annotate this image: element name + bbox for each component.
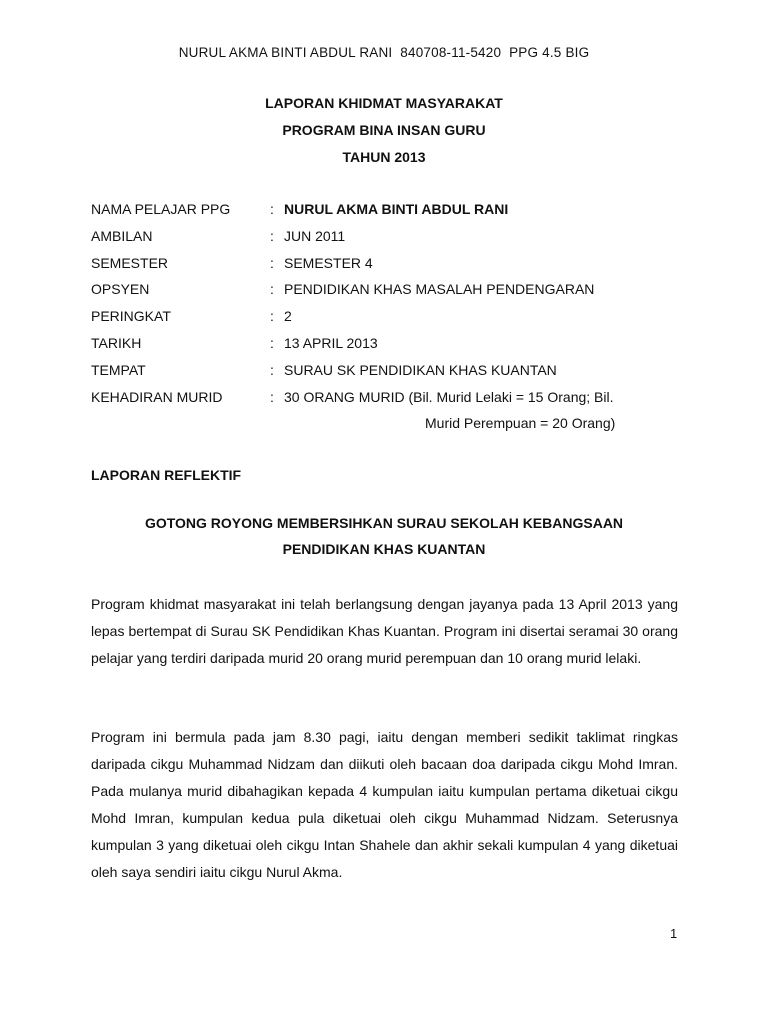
page-header: NURUL AKMA BINTI ABDUL RANI 840708-11-5420 PPG 4.5 BIG xyxy=(178,45,590,60)
info-row-opsyen xyxy=(91,279,691,306)
info-value: SURAU SK PENDIDIKAN KHAS KUANTAN xyxy=(284,361,557,378)
info-colon: : xyxy=(270,388,274,405)
paragraph-1: Program khidmat masyarakat ini telah berlangsung dengan jayanya pada 13 April 2013 yang lepas bertempat di Surau SK Pendidikan Khas Kuantan. Program ini disertai seramai 30 orang pelajar yang terdiri daripada murid 20 orang murid perempuan dan 10 orang murid lelaki. xyxy=(91,596,678,666)
info-value: 13 APRIL 2013 xyxy=(284,334,378,351)
info-label: KEHADIRAN MURID xyxy=(91,388,223,405)
info-value-continuation: Murid Perempuan = 20 Orang) xyxy=(425,415,616,432)
info-colon: : xyxy=(270,201,274,217)
report-title-line-1: LAPORAN KHIDMAT MASYARAKAT xyxy=(265,95,503,111)
report-title-line-3: TAHUN 2013 xyxy=(342,149,426,165)
info-label: NAMA PELAJAR PPG xyxy=(91,201,231,217)
info-value: 30 ORANG MURID (Bil. Murid Lelaki = 15 Orang; Bil. xyxy=(284,388,614,405)
info-colon: : xyxy=(270,334,274,351)
info-value: NURUL AKMA BINTI ABDUL RANI xyxy=(284,201,509,217)
report-title xyxy=(0,93,768,174)
info-label: PERINGKAT xyxy=(91,308,171,325)
activity-title-line-1: GOTONG ROYONG MEMBERSIHKAN SURAU SEKOLAH KEBANGSAAN xyxy=(144,515,624,531)
info-label: SEMESTER xyxy=(91,254,169,271)
info-value: SEMESTER 4 xyxy=(284,254,373,271)
info-row-tempat xyxy=(91,360,691,387)
activity-title xyxy=(0,513,768,565)
student-info-table xyxy=(91,199,691,440)
activity-title-line-2: PENDIDIKAN KHAS KUANTAN xyxy=(282,541,486,557)
info-value: JUN 2011 xyxy=(284,227,346,244)
info-label: OPSYEN xyxy=(91,281,150,298)
info-row-kehadiran xyxy=(91,387,691,414)
section-heading: LAPORAN REFLEKTIF xyxy=(91,467,242,483)
info-value: PENDIDIKAN KHAS MASALAH PENDENGARAN xyxy=(284,281,595,298)
info-colon: : xyxy=(270,361,274,378)
info-value: 2 xyxy=(284,308,292,325)
info-row-tarikh xyxy=(91,333,691,360)
info-row-peringkat xyxy=(91,306,691,333)
info-colon: : xyxy=(270,227,274,244)
info-row-semester xyxy=(91,253,691,280)
info-row-ambilan xyxy=(91,226,691,253)
page-number: 1 xyxy=(670,926,678,941)
info-colon: : xyxy=(270,281,274,298)
info-label: AMBILAN xyxy=(91,227,153,244)
info-colon: : xyxy=(270,308,274,325)
info-row-kehadiran-continuation xyxy=(91,413,691,440)
paragraph-2: Program ini bermula pada jam 8.30 pagi, iaitu dengan memberi sedikit taklimat ringkas daripada cikgu Muhammad Nidzam dan diikuti oleh bacaan doa daripada cikgu Mohd Imran. Pada mulanya murid dibahagikan kepada 4 kumpulan iaitu kumpulan pertama diketuai cikgu Mohd Imran, kumpulan kedua pula diketuai oleh cikgu Muhammad Nidzam. Seterusnya kumpulan 3 yang diketuai oleh cikgu Intan Shahele dan akhir sekali kumpulan 4 yang diketuai oleh saya sendiri iaitu cikgu Nurul Akma. xyxy=(91,729,678,880)
info-label: TEMPAT xyxy=(91,361,146,378)
info-label: TARIKH xyxy=(91,334,142,351)
info-row-nama xyxy=(91,199,691,226)
report-title-line-2: PROGRAM BINA INSAN GURU xyxy=(282,122,486,138)
info-colon: : xyxy=(270,254,274,271)
